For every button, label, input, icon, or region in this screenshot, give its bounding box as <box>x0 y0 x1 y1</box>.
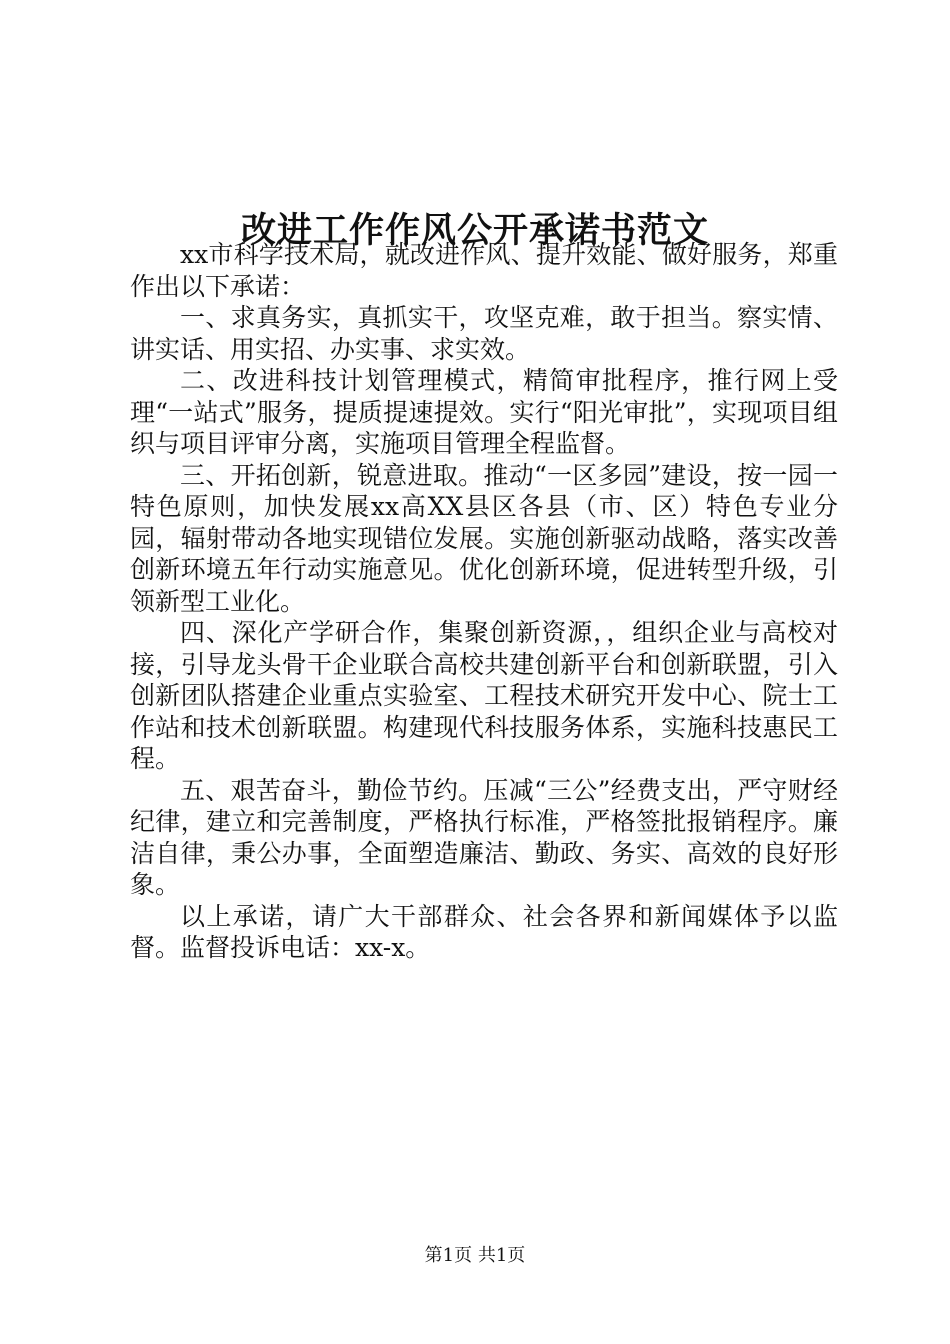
page-number-footer: 第1页 共1页 <box>424 1245 526 1266</box>
document-title: 改进工作作风公开承诺书范文 <box>240 210 709 252</box>
document-body <box>130 239 838 964</box>
paragraph-closing: 以上承诺，请广大干部群众、社会各界和新闻媒体予以监督。监督投诉电话：xx-x。 <box>130 901 838 962</box>
paragraph-pledge-5: 五、艰苦奋斗，勤俭节约。压减“三公”经费支出，严守财经纪律，建立和完善制度，严格执行标准，严格签批报销程序。廉洁自律，秉公办事，全面塑造廉洁、勤政、务实、高效的良好形象。 <box>130 775 838 899</box>
paragraph-intro: xx市科学技术局，就改进作风、提升效能、做好服务，郑重作出以下承诺： <box>130 240 838 301</box>
paragraph-pledge-2: 二、改进科技计划管理模式，精简审批程序，推行网上受理“一站式”服务，提质提速提效。实行“阳光审批”，实现项目组织与项目评审分离，实施项目管理全程监督。 <box>130 366 838 458</box>
paragraph-pledge-4: 四、深化产学研合作，集聚创新资源，，组织企业与高校对接，引导龙头骨干企业联合高校共建创新平台和创新联盟，引入创新团队搭建企业重点实验室、工程技术研究开发中心、院士工作站和技术创新联盟。构建现代科技服务体系，实施科技惠民工程。 <box>130 618 838 773</box>
paragraph-pledge-1: 一、求真务实，真抓实干，攻坚克难，敢于担当。察实情、讲实话、用实招、办实事、求实效。 <box>130 303 838 364</box>
paragraph-pledge-3: 三、开拓创新，锐意进取。推动“一区多园”建设，按一园一特色原则，加快发展xx高XX县区各县（市、区）特色专业分园，辐射带动各地实现错位发展。实施创新驱动战略，落实改善创新环境五年行动实施意见。优化创新环境，促进转型升级，引领新型工业化。 <box>130 460 838 616</box>
